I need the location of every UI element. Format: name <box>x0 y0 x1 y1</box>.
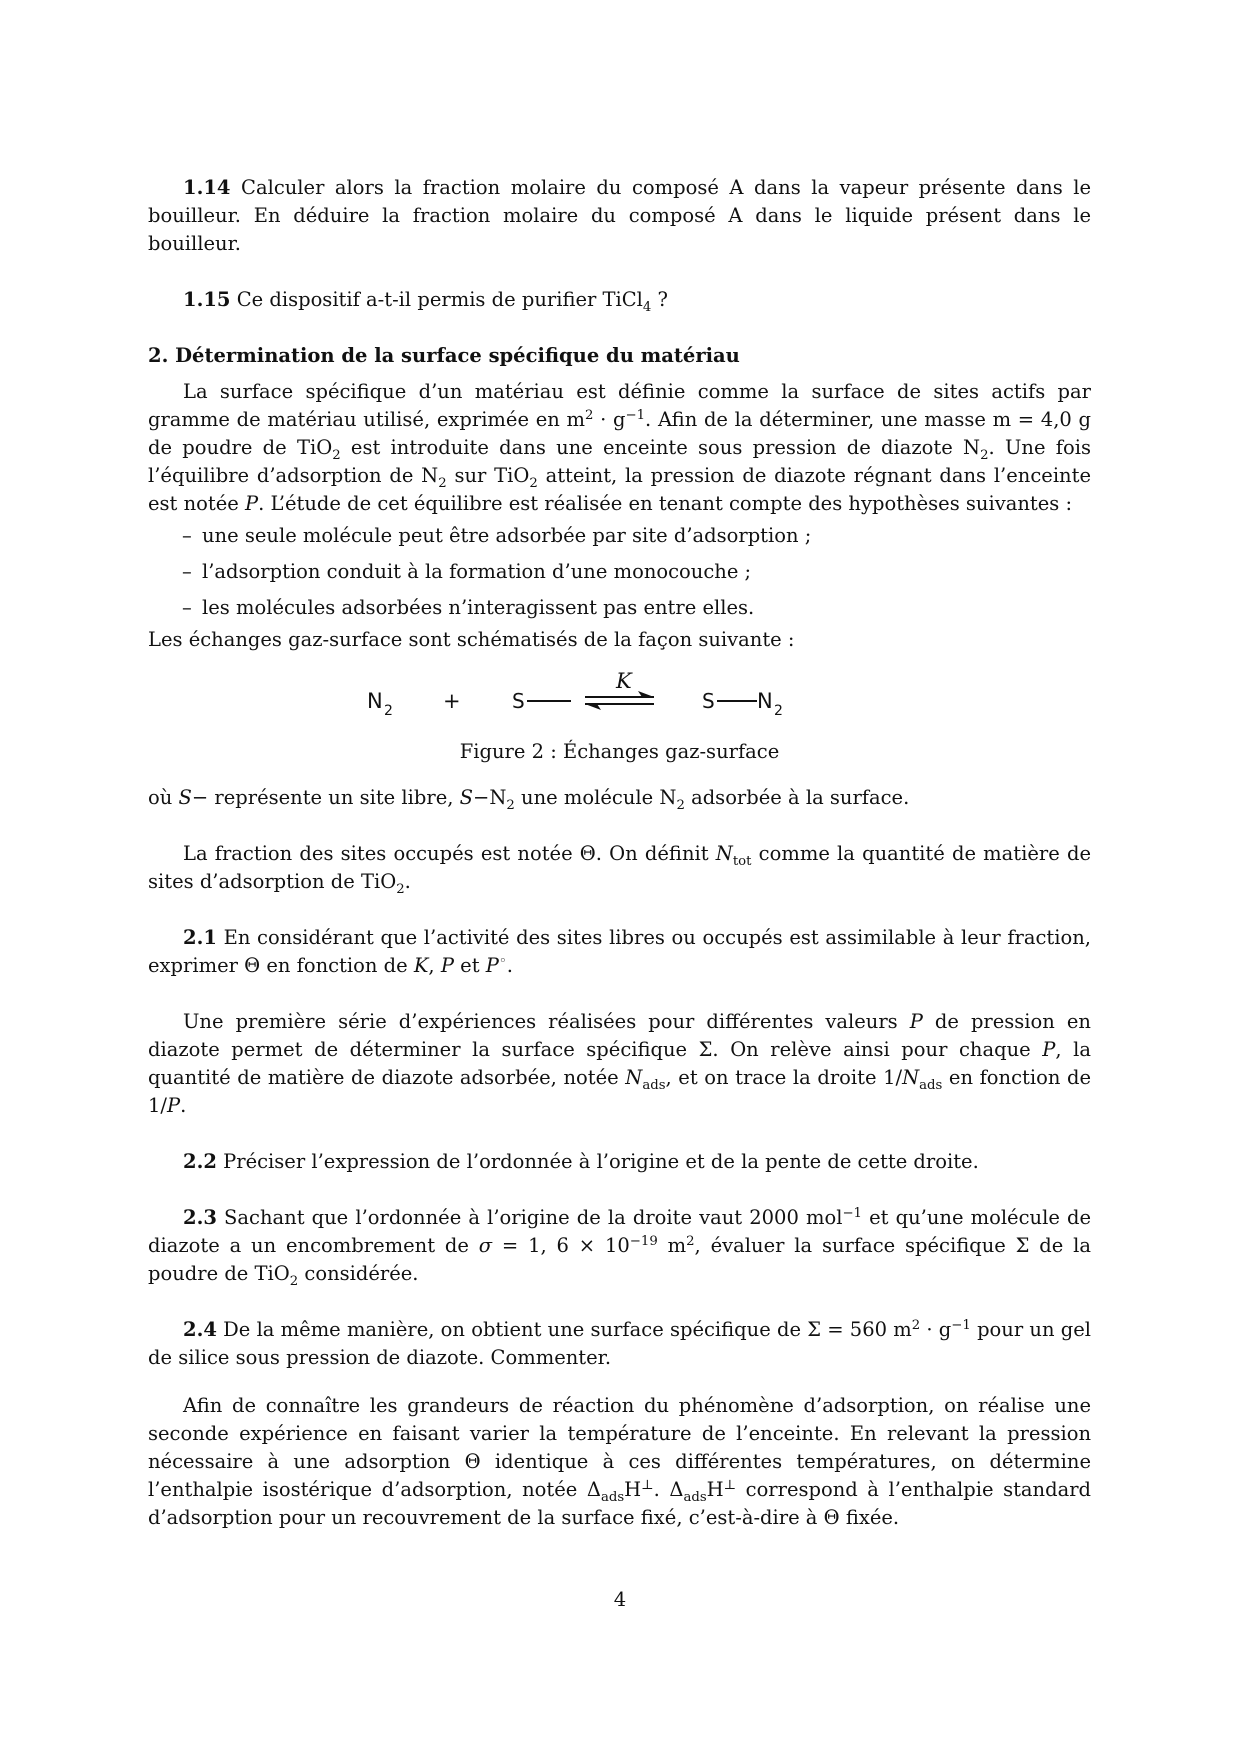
question-2-3: 2.3 Sachant que l’ordonnée à l’origine de la droite vaut 2000 mol$^{-1}$ et qu’une molécule de diazote a un encombrement de σ = 1, $6 \times 10^{-19}$ $m^2$, évaluer la surface spécifique Σ de la poudre de TiO$_2$ considérée. <box>148 1205 1091 1289</box>
question-number: 2.1 <box>183 926 217 949</box>
list-item: – l’adsorption conduit à la formation d’une monocouche ; <box>182 560 752 583</box>
n2-right-subscript: 2 <box>774 703 783 719</box>
n2-right-label: N <box>757 689 773 713</box>
document-page <box>148 174 1091 1532</box>
figure-2 <box>148 654 1091 784</box>
final-paragraph: Afin de connaître les grandeurs de réaction du phénomène d’adsorption, on réalise une seconde expérience en faisant varier la température de l’enceinte. En relevant la pression nécessaire à une adsorption Θ identique à ces différentes températures, on détermine l’enthalpie isostérique d’adsorption, notée $\Delta_{ads}H^\perp$. $\Delta_{ads}H^\perp$ correspond à l’enthalpie standard d’adsorption pour un recouvrement de la surface fixé, c’est-à-dire à Θ fixée. <box>148 1394 1092 1529</box>
equilibrium-diagram <box>148 654 1091 738</box>
list-item: – les molécules adsorbées n’interagissent pas entre elles. <box>182 596 755 619</box>
question-2-1: 2.1 En considérant que l’activité des sites libres ou occupés est assimilable à leur fraction, exprimer Θ en fonction de K, P et P◦. <box>148 926 1091 977</box>
question-number: 2.3 <box>183 1206 217 1229</box>
site-s-right: S <box>702 689 715 713</box>
figure-caption: Figure 2 : Échanges gaz-surface <box>459 740 780 763</box>
exchanges-intro: Les échanges gaz-surface sont schématisés de la façon suivante : <box>148 628 795 651</box>
question-2-2: 2.2 Préciser l’expression de l’ordonnée à l’origine et de la pente de cette droite. <box>183 1150 979 1173</box>
question-number: 1.14 <box>183 176 231 199</box>
question-number: 2.2 <box>183 1150 217 1173</box>
list-item: – une seule molécule peut être adsorbée par site d’adsorption ; <box>182 524 812 547</box>
site-s-left: S <box>512 689 525 713</box>
section-title: 2. Détermination de la surface spécifique du matériau <box>148 344 740 367</box>
page-number: 4 <box>613 1588 627 1611</box>
question-1-15: 1.15 Ce dispositif a-t-il permis de purifier TiCl$_4$ ? <box>183 288 669 315</box>
question-2-4: 2.4 De la même manière, on obtient une surface spécifique de Σ = 560 $m^2 \cdot g^{-1}$ pour un gel de silice sous pression de diazote. Commenter. <box>148 1317 1091 1369</box>
question-number: 2.4 <box>183 1318 217 1341</box>
question-text: Calculer alors la fraction molaire du composé A dans la vapeur présente dans le bouilleur. En déduire la fraction molaire du composé A dans le liquide présent dans le bouilleur. <box>148 176 1091 255</box>
n2-left-subscript: 2 <box>384 703 393 719</box>
where-paragraph: où S− représente un site libre, $S-N_2$ une molécule $N_2$ adsorbée à la surface. <box>148 786 910 813</box>
fraction-paragraph: La fraction des sites occupés est notée Θ. On définit $N_{tot}$ comme la quantité de matière de sites d’adsorption de TiO$_2$. <box>148 842 1091 897</box>
hypotheses-list <box>148 518 1091 626</box>
intro-paragraph: La surface spécifique d’un matériau est définie comme la surface de sites actifs par gramme de matériau utilisé, exprimée en $m^2 \cdot g^{-1}$. Afin de la déterminer, une masse m = 4,0 g de poudre de TiO$_2$ est introduite dans une enceinte sous pression de diazote $N_2$. Une fois l’équilibre d’adsorption de $N_2$ sur TiO$_2$ atteint, la pression de diazote régnant dans l’enceinte est notée P. L’étude de cet équilibre est réalisée en tenant compte des hypothèses suivantes : <box>148 380 1091 515</box>
series-paragraph: Une première série d’expériences réalisées pour différentes valeurs P de pression en diazote permet de déterminer la surface spécifique Σ. On relève ainsi pour chaque P, la quantité de matière de diazote adsorbée, notée $N_{ads}$, et on trace la droite $1/N_{ads}$ en fonction de 1/P. <box>148 1010 1091 1117</box>
k-label: K <box>616 669 632 693</box>
plus-sign: + <box>443 689 461 713</box>
question-1-14 <box>148 174 1091 258</box>
question-number: 1.15 <box>183 288 231 311</box>
n2-left-label: N <box>367 689 383 713</box>
